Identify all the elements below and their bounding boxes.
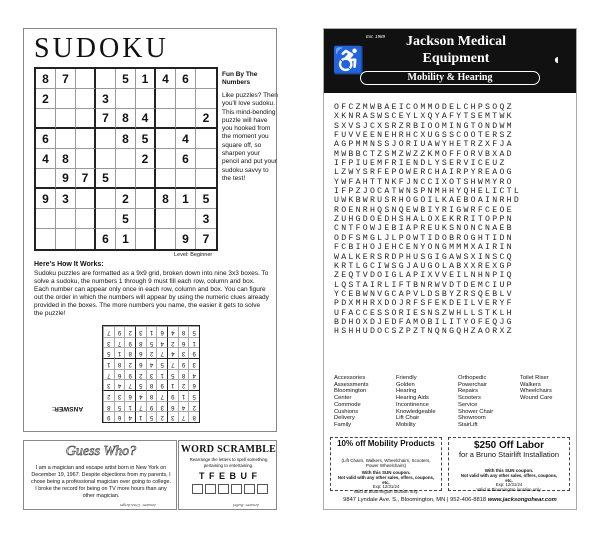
answer-cell: 4 — [178, 401, 189, 412]
word-list-item: Family — [334, 421, 352, 428]
answer-cell: 7 — [135, 401, 146, 412]
word-list-column — [458, 375, 520, 429]
word-list-column — [396, 375, 458, 429]
sudoku-cell[interactable] — [156, 169, 176, 189]
word-list-item: Commode — [334, 401, 361, 408]
sudoku-cell[interactable] — [136, 169, 156, 189]
word-search-row: UWKBWRUSRHOGOILKAEBOAINRHD — [334, 196, 522, 206]
word-list-item: Shower Chair — [458, 408, 494, 415]
sudoku-cell: 1 — [116, 229, 136, 249]
answer-cell: 9 — [124, 337, 135, 348]
answer-cell: 6 — [188, 379, 199, 390]
answer-cell: 2 — [167, 337, 178, 348]
word-scramble-panel — [178, 440, 277, 510]
sudoku-cell[interactable] — [176, 89, 196, 109]
sudoku-cell: 2 — [136, 149, 156, 169]
sudoku-cell: 5 — [116, 69, 136, 89]
word-search-row: SXVSJCXSRZRBIOOMINGTONDWM — [334, 121, 514, 131]
guess-who-answer: Answer: Criss Angel — [120, 503, 156, 508]
answer-blank[interactable] — [231, 484, 242, 494]
answer-cell: 9 — [114, 326, 125, 337]
answer-cell: 7 — [156, 347, 167, 358]
sudoku-cell[interactable] — [76, 129, 96, 149]
sudoku-cell[interactable] — [116, 169, 136, 189]
answer-cell: 3 — [103, 337, 114, 348]
sudoku-cell: 7 — [96, 109, 116, 129]
coupon-location: Valid at Bloomington location only. — [353, 488, 419, 494]
sudoku-cell: 2 — [116, 189, 136, 209]
sudoku-cell[interactable] — [156, 129, 176, 149]
word-search-row: ZEQTVDOIGLAPIXVVEILNHNPIQ — [334, 271, 514, 281]
word-search-row: ROENRHQSNQEWBIYRIGWRFCEOE — [334, 205, 514, 215]
word-search-row: KRTLGCIWSGJAUGOLABXXREXGP — [334, 261, 514, 271]
fun-by-numbers-title: Fun By The Numbers — [222, 71, 258, 86]
sudoku-cell: 3 — [196, 209, 216, 229]
sudoku-cell[interactable] — [76, 209, 96, 229]
coupon-with: With this SUN coupon. — [361, 470, 411, 475]
sudoku-cell[interactable] — [76, 69, 96, 89]
answer-cell: 1 — [103, 358, 114, 369]
answer-cell: 4 — [124, 411, 135, 422]
sudoku-cell: 8 — [116, 129, 136, 149]
answer-cell: 1 — [135, 411, 146, 422]
word-scramble-letters: T F E B U F — [199, 471, 258, 481]
answer-cell: 1 — [167, 379, 178, 390]
coupon-headline: $250 Off Labor — [473, 440, 545, 451]
sudoku-cell: 7 — [56, 69, 76, 89]
word-list-item: Walkers — [520, 381, 541, 388]
sudoku-cell: 6 — [36, 129, 56, 149]
answer-cell: 7 — [103, 326, 114, 337]
sudoku-cell[interactable] — [56, 129, 76, 149]
word-search-row: YCEBWNVGCAPVLDSBYZRSQEBLV — [334, 289, 514, 299]
word-search-row: PDXMHRXDOJRFSFEKDEILVERYF — [334, 299, 514, 309]
answer-cell: 9 — [156, 379, 167, 390]
sudoku-cell[interactable] — [76, 149, 96, 169]
answer-cell: 8 — [146, 379, 157, 390]
sudoku-panel — [23, 28, 277, 432]
word-list-column — [520, 375, 570, 429]
sudoku-cell[interactable] — [96, 189, 116, 209]
answer-blank[interactable] — [205, 484, 216, 494]
sudoku-cell[interactable] — [136, 209, 156, 229]
ad-footer — [324, 497, 576, 503]
answer-cell: 5 — [103, 347, 114, 358]
brand-name-line2: Equipment — [422, 51, 490, 66]
answer-cell: 5 — [146, 337, 157, 348]
word-list-item: Hearing Aids — [396, 395, 429, 402]
sudoku-cell[interactable] — [56, 109, 76, 129]
word-list-item: Mobility — [396, 421, 416, 428]
sudoku-cell[interactable] — [36, 209, 56, 229]
answer-cell: 5 — [167, 369, 178, 380]
word-list-item: Powerchair — [458, 381, 487, 388]
coupon-restrictions: Not valid with any other sales, offers, coupons, etc. — [460, 473, 558, 483]
sudoku-cell: 9 — [36, 189, 56, 209]
sudoku-cell: 5 — [196, 189, 216, 209]
word-list-item: Toilet Riser — [520, 375, 549, 381]
sudoku-level: Level: Beginner — [174, 252, 213, 258]
sudoku-cell[interactable] — [196, 149, 216, 169]
answer-cell: 5 — [146, 411, 157, 422]
word-list-item: Assessments — [334, 381, 369, 388]
word-list-item: Hearing — [396, 388, 417, 395]
sudoku-cell[interactable] — [136, 189, 156, 209]
word-search-row: IFPIUEMFRIENDLYSERVICEUZ — [334, 159, 507, 169]
word-list-column — [334, 375, 396, 429]
answer-cell: 5 — [114, 401, 125, 412]
sudoku-cell: 9 — [176, 229, 196, 249]
word-scramble-blanks — [192, 484, 268, 494]
sudoku-cell: 8 — [36, 69, 56, 89]
answer-cell: 4 — [135, 390, 146, 401]
how-it-works-title: Here's How It Works: — [34, 261, 104, 268]
sudoku-cell[interactable] — [36, 169, 56, 189]
word-search-grid — [334, 103, 570, 337]
word-list-item: Center — [334, 395, 352, 402]
answer-cell: 8 — [135, 337, 146, 348]
answer-cell: 9 — [124, 369, 135, 380]
sudoku-cell[interactable] — [116, 89, 136, 109]
word-list-item: Lift Chair — [396, 415, 420, 422]
word-search-row: WALKERSRDPHUSGIGAWSXINSCQ — [334, 252, 514, 262]
answer-cell: 6 — [124, 390, 135, 401]
word-scramble-title: WORD SCRAMBLE — [180, 444, 277, 455]
answer-cell: 4 — [114, 379, 125, 390]
guess-who-text: I am a magician and escape artist born in New York on December 19, 1967. Despite objections from my parents, I chose being a professional magician over going to college. I broke the record for being on TV more hours than any other magician. — [31, 465, 171, 499]
sudoku-cell: 3 — [56, 189, 76, 209]
answer-cell: 2 — [156, 411, 167, 422]
answer-cell: 7 — [156, 390, 167, 401]
coupon-restrictions: Not valid with any other sales, offers, coupons, etc. — [337, 475, 435, 485]
sudoku-cell: 6 — [176, 149, 196, 169]
sudoku-cell[interactable] — [176, 109, 196, 129]
answer-cell: 3 — [103, 379, 114, 390]
sudoku-cell: 1 — [136, 69, 156, 89]
sudoku-cell[interactable] — [76, 89, 96, 109]
answer-cell: 4 — [156, 337, 167, 348]
answer-cell: 8 — [178, 369, 189, 380]
word-search-row: IFPZJOCATWNSPNMHHYQHELICTL — [334, 187, 522, 197]
answer-cell: 1 — [188, 337, 199, 348]
answer-cell: 2 — [124, 358, 135, 369]
answer-cell: 3 — [167, 411, 178, 422]
word-list-item: StairLift — [458, 421, 478, 428]
answer-cell: 3 — [178, 347, 189, 358]
footer-address: 9847 Lyndale Ave. S., Bloomington, MN | — [343, 497, 449, 503]
guess-who-panel — [23, 440, 177, 510]
answer-blank[interactable] — [257, 484, 268, 494]
sudoku-cell: 5 — [116, 209, 136, 229]
word-search-row: ZUHGDOEDHSHALOXEKRRITOPPN — [334, 215, 514, 225]
guess-who-title: Guess Who? — [65, 444, 137, 459]
sudoku-cell[interactable] — [96, 129, 116, 149]
answer-cell: 8 — [178, 326, 189, 337]
word-search-row: OFCZMWBAEICOMMODELCHPSOQZ — [334, 103, 514, 112]
word-list-item: Incontinence — [396, 401, 429, 408]
word-search-row: YWFAHTTNKFJNCCIXOTSHWMYRO — [334, 177, 514, 187]
answer-blank[interactable] — [218, 484, 229, 494]
answer-cell: 1 — [124, 401, 135, 412]
answer-cell: 2 — [188, 401, 199, 412]
stairlift-coupon[interactable] — [448, 437, 570, 491]
word-scramble-subtitle: Rearrange the letters to spell something pertaining to entertaining. — [189, 457, 268, 468]
word-search-row: XKNRASWSCEYLXQYAFYTSEMTWK — [334, 112, 514, 122]
sudoku-cell[interactable] — [196, 69, 216, 89]
coupon-headline: 10% off Mobility Products — [337, 439, 435, 448]
sudoku-cell: 5 — [96, 169, 116, 189]
wheelchair-icon: ♿ — [332, 45, 365, 75]
how-it-works-text: Sudoku puzzles are formatted as a 9x9 grid, broken down into nine 3x3 boxes. To solve a sudoku, the numbers 1 through 9 must fill each row, column and box. Each number can appear only once in each row, column and box. You can figure out the order in which the numbers will appear by using the numeric clues already provided in the boxes. The more numbers you name, the easier it gets to solve the puzzle! — [34, 270, 269, 317]
coupon-items: (Lift Chairs, Walkers, Wheelchairs, Scooters, Power Wheelchairs) — [341, 458, 431, 469]
word-search-row: BDHOXDJEDFAMOBILITYOFEQJG — [334, 317, 514, 327]
sudoku-cell: 2 — [36, 89, 56, 109]
sudoku-cell[interactable] — [156, 89, 176, 109]
sudoku-cell[interactable] — [96, 209, 116, 229]
answer-cell: 6 — [114, 369, 125, 380]
answer-cell: 2 — [124, 326, 135, 337]
word-list-item: Showroom — [458, 415, 486, 422]
word-list-item: Repairs — [458, 388, 478, 395]
word-search-row: FUVVEENEHRHCXUGSSCOOTERSZ — [334, 131, 514, 141]
sudoku-cell[interactable] — [96, 69, 116, 89]
word-list-item: Service — [458, 401, 478, 408]
answer-cell: 5 — [156, 358, 167, 369]
sudoku-cell[interactable] — [36, 109, 56, 129]
answer-cell: 8 — [188, 411, 199, 422]
word-list-item: Bloomington — [334, 388, 367, 395]
word-search-row: HSHHUDOCSZPZTNQNGQHZAORXZ — [334, 327, 514, 337]
answer-cell: 3 — [114, 390, 125, 401]
coupon-expiry — [331, 485, 441, 495]
word-list-item: Wheelchairs — [520, 388, 552, 395]
sudoku-cell[interactable] — [196, 169, 216, 189]
answer-cell: 3 — [135, 326, 146, 337]
answer-blank[interactable] — [244, 484, 255, 494]
coupon-expiry — [449, 483, 569, 493]
answer-cell: 7 — [178, 411, 189, 422]
sudoku-cell: 7 — [202, 232, 210, 246]
word-list-item: Knowledgeable — [396, 408, 436, 415]
word-search-row: UFACCESSORIESNSZWHLLSTKLH — [334, 308, 514, 318]
sudoku-cell: 6 — [96, 229, 116, 249]
word-list-item: Friendly — [396, 375, 417, 381]
answer-cell: 7 — [167, 358, 178, 369]
answer-cell: 4 — [167, 326, 178, 337]
word-list-item: Delivery — [334, 415, 355, 422]
sudoku-cell: 8 — [156, 189, 176, 209]
answer-cell: 2 — [135, 369, 146, 380]
word-list — [334, 375, 570, 429]
sudoku-cell: 4 — [36, 149, 56, 169]
sudoku-cell[interactable] — [156, 149, 176, 169]
sudoku-cell[interactable] — [176, 209, 196, 229]
answer-cell: 6 — [156, 326, 167, 337]
answer-cell: 4 — [167, 347, 178, 358]
word-search-row: CNTFOWJEBIAPREUKSNONCNAEB — [334, 224, 514, 234]
established-label: Est. 1989 — [366, 34, 386, 39]
sudoku-cell[interactable] — [56, 209, 76, 229]
answer-cell: 5 — [135, 379, 146, 390]
word-list-item: Accessories — [334, 375, 366, 381]
word-list-item: Scooters — [458, 395, 481, 402]
coupon-with: With this SUN coupon. — [484, 468, 534, 473]
answer-cell: 8 — [146, 390, 157, 401]
sudoku-cell[interactable] — [76, 189, 96, 209]
sudoku-cell: 2 — [196, 109, 216, 129]
answer-cell: 1 — [178, 390, 189, 401]
sudoku-cell[interactable] — [76, 229, 96, 249]
word-list-item: Orthopedic — [458, 375, 487, 381]
brand-name-line1: Jackson Medical — [406, 34, 506, 49]
brand-tagline: Mobility & Hearing — [407, 72, 493, 83]
footer-phone[interactable]: 952-406-8818 — [450, 497, 487, 503]
word-scramble-answer: Answer: Buffet — [233, 503, 260, 508]
answer-cell: 5 — [188, 390, 199, 401]
answer-cell: 2 — [103, 390, 114, 401]
answer-cell: 3 — [146, 369, 157, 380]
answer-cell: 4 — [146, 358, 157, 369]
sudoku-cell[interactable] — [156, 109, 176, 129]
coupon-exp-date: Exp: 12/31/24 — [372, 484, 400, 489]
sudoku-cell[interactable] — [56, 89, 76, 109]
word-list-item: Wound Care — [520, 395, 553, 402]
sudoku-cell[interactable] — [56, 229, 76, 249]
answer-cell: 9 — [188, 347, 199, 358]
mobility-coupon[interactable] — [330, 437, 442, 494]
answer-cell: 1 — [114, 347, 125, 358]
coupon-location: Valid at Bloomington location only. — [476, 486, 542, 492]
ear-icon: ◖ — [552, 51, 561, 67]
answer-cell: 8 — [114, 358, 125, 369]
sudoku-cell: 8 — [56, 149, 76, 169]
brand-banner — [324, 29, 576, 93]
word-search-row: ODFSMGLJLPOWTIDOBROGHTIDN — [334, 233, 514, 243]
sudoku-title: SUDOKU — [34, 33, 169, 64]
answer-cell: 7 — [124, 379, 135, 390]
answer-cell: 6 — [114, 411, 125, 422]
answer-cell: 4 — [188, 369, 199, 380]
sudoku-cell[interactable] — [176, 169, 196, 189]
answer-cell: 1 — [156, 369, 167, 380]
answer-cell: 9 — [167, 390, 178, 401]
coupon-subhead: for a Bruno Stairlift Installation — [458, 450, 560, 459]
sudoku-grid — [34, 67, 218, 251]
answer-label: ANSWER: — [52, 405, 84, 412]
answer-cell: 8 — [103, 401, 114, 412]
sudoku-cell[interactable] — [76, 109, 96, 129]
coupon-exp-date: Exp: 12/31/24 — [495, 482, 523, 487]
answer-cell: 7 — [114, 337, 125, 348]
sudoku-answer-grid — [102, 325, 200, 423]
sudoku-cell: 5 — [136, 129, 156, 149]
sudoku-cell: 7 — [76, 169, 96, 189]
jackson-medical-ad — [323, 28, 577, 510]
sudoku-cell[interactable] — [196, 89, 216, 109]
answer-cell: 5 — [188, 326, 199, 337]
fun-by-numbers-text: Like puzzles? Then you'll love sudoku. This mind-bending puzzle will have you hooked from the moment you square off, so sharpen your pencil and put your sudoku savvy to the test! — [222, 92, 278, 182]
sudoku-cell: 4 — [176, 129, 196, 149]
sudoku-cell: 1 — [176, 189, 196, 209]
answer-cell: 8 — [124, 347, 135, 358]
sudoku-cell: 3 — [96, 89, 116, 109]
footer-website[interactable]: www.jacksongohear.com — [487, 497, 557, 503]
sudoku-cell[interactable] — [196, 129, 216, 149]
word-search-row: MWBBCTZSMZWZZKMOFFORVBXAD — [334, 149, 514, 159]
word-list-item: Golden — [396, 381, 415, 388]
answer-cell: 1 — [146, 326, 157, 337]
sudoku-cell[interactable] — [156, 229, 176, 249]
sudoku-cell: 8 — [116, 109, 136, 129]
sudoku-cell[interactable] — [136, 89, 156, 109]
sudoku-cell: 4 — [156, 69, 176, 89]
answer-cell: 6 — [167, 401, 178, 412]
sudoku-cell: 6 — [176, 69, 196, 89]
word-search-row: LQSTAIRLIFTBNRWVDTDEMCIUP — [334, 280, 514, 290]
sudoku-cell[interactable] — [156, 209, 176, 229]
answer-cell: 9 — [178, 358, 189, 369]
sudoku-cell[interactable] — [96, 149, 116, 169]
answer-cell: 2 — [146, 347, 157, 358]
answer-blank[interactable] — [192, 484, 203, 494]
word-search-row: LZWYSRFEPOWERCHAIRPYREAOG — [334, 168, 514, 178]
answer-cell: 3 — [188, 358, 199, 369]
answer-cell: 6 — [135, 347, 146, 358]
answer-cell: 6 — [135, 358, 146, 369]
sudoku-cell: 9 — [56, 169, 76, 189]
answer-cell: 2 — [178, 379, 189, 390]
sudoku-cell[interactable] — [116, 149, 136, 169]
word-list-item: Cushions — [334, 408, 359, 415]
sudoku-cell[interactable] — [36, 229, 56, 249]
answer-cell: 9 — [103, 411, 114, 422]
sudoku-cell: 4 — [136, 109, 156, 129]
answer-cell: 9 — [146, 401, 157, 412]
word-search-row: FCBIHOJEHCENYONGMMMXAIRIN — [334, 243, 514, 253]
answer-cell: 6 — [178, 337, 189, 348]
answer-cell: 3 — [156, 401, 167, 412]
sudoku-cell[interactable] — [136, 229, 156, 249]
answer-cell: 7 — [103, 369, 114, 380]
word-search-row: AGPMMNSSJORIUAWYHETRZXFJA — [334, 140, 514, 150]
